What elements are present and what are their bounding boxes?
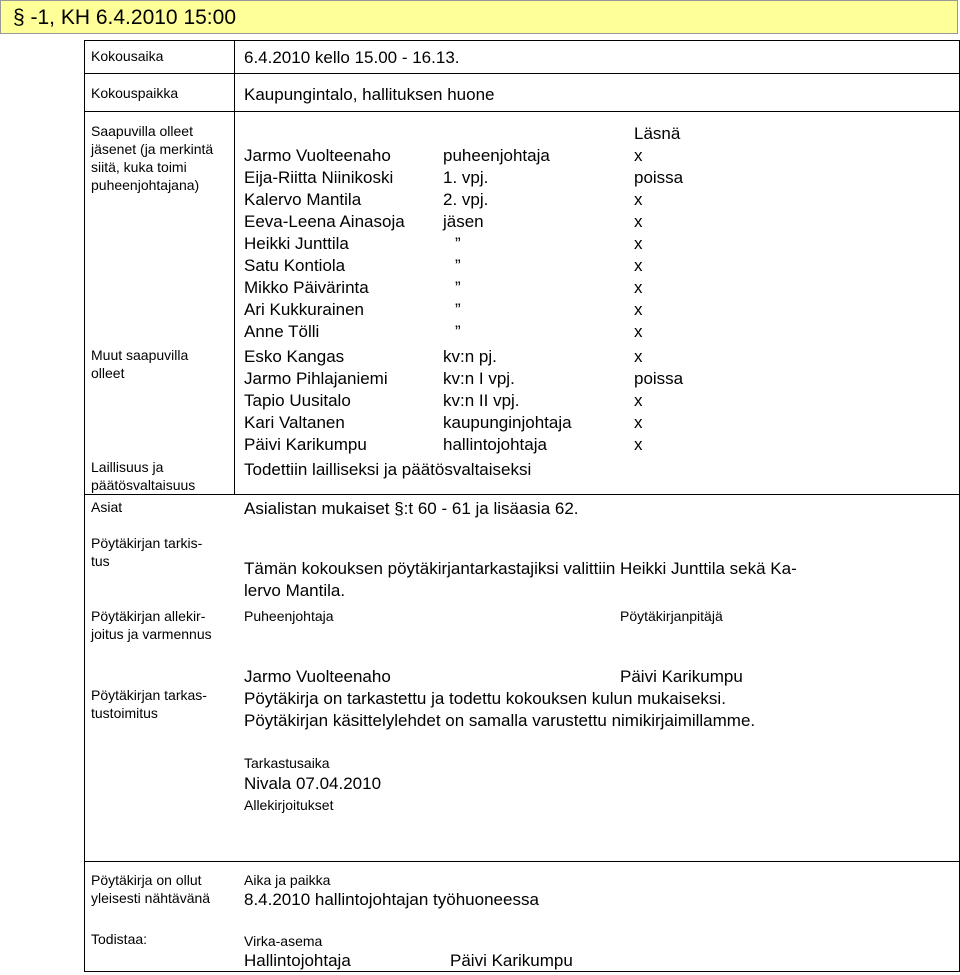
- member-role: ”: [455, 234, 461, 253]
- laillisuus-label-line: päätösvaltaisuus: [91, 477, 196, 493]
- asiat-label: Asiat: [91, 499, 123, 515]
- present-header: Läsnä: [634, 124, 681, 143]
- other-status: x: [634, 391, 643, 410]
- tarkastus-label-line: tustoimitus: [91, 705, 158, 721]
- member-name: Jarmo Vuolteenaho: [244, 146, 391, 165]
- other-role: kaupunginjohtaja: [443, 413, 572, 432]
- place-value: 8.4.2010 hallintojohtajan työhuoneessa: [244, 890, 539, 909]
- place-label: Aika ja paikka: [244, 872, 331, 888]
- office-value: Hallintojohtaja: [244, 951, 351, 970]
- member-name: Eeva-Leena Ainasoja: [244, 212, 405, 231]
- member-role: puheenjohtaja: [443, 146, 550, 165]
- member-status: x: [634, 212, 643, 231]
- attendance-label-line: siitä, kuka toimi: [91, 159, 187, 175]
- kokousaika-label: Kokousaika: [91, 48, 164, 64]
- signatures-label: Allekirjoitukset: [244, 797, 334, 813]
- secretary-label: Pöytäkirjanpitäjä: [620, 608, 723, 624]
- kokousaika-value: 6.4.2010 kello 15.00 - 16.13.: [244, 48, 460, 67]
- attendance-label-line: puheenjohtajana): [91, 177, 200, 193]
- secretary-name: Päivi Karikumpu: [620, 667, 743, 686]
- member-name: Eija-Riitta Niinikoski: [244, 168, 394, 187]
- column-divider: [234, 40, 235, 494]
- kokouspaikka-label: Kokouspaikka: [91, 85, 179, 101]
- member-name: Anne Tölli: [244, 322, 320, 341]
- member-name: Ari Kukkurainen: [244, 300, 365, 319]
- attendance-label-line: jäsenet (ja merkintä: [91, 141, 214, 157]
- row-divider: [84, 73, 960, 74]
- chair-label: Puheenjohtaja: [244, 608, 334, 624]
- other-name: Kari Valtanen: [244, 413, 345, 432]
- header-title: § -1, KH 6.4.2010 15:00: [13, 6, 236, 29]
- nahtavana-label-line: yleisesti nähtävänä: [91, 890, 211, 906]
- other-status: poissa: [634, 369, 684, 388]
- member-status: x: [634, 256, 643, 275]
- member-role: 2. vpj.: [443, 190, 489, 209]
- others-label-line: Muut saapuvilla: [91, 347, 189, 363]
- allekirjoitus-label-line: joitus ja varmennus: [91, 626, 212, 642]
- laillisuus-label-line: Laillisuus ja: [91, 459, 164, 475]
- tarkistus-value-line: Tämän kokouksen pöytäkirjantarkastajiksi valittiin Heikki Junttila sekä Ka-: [244, 559, 797, 578]
- row-divider: [84, 494, 960, 495]
- other-role: kv:n II vpj.: [443, 391, 520, 410]
- document-header: [0, 0, 958, 34]
- row-divider: [84, 111, 960, 112]
- other-status: x: [634, 413, 643, 432]
- allekirjoitus-label-line: Pöytäkirjan allekir-: [91, 608, 206, 624]
- other-status: x: [634, 347, 643, 366]
- member-status: poissa: [634, 168, 684, 187]
- tarkistus-label-line: tus: [91, 553, 110, 569]
- other-status: x: [634, 435, 643, 454]
- member-role: ”: [455, 278, 461, 297]
- member-status: x: [634, 278, 643, 297]
- time-label: Tarkastusaika: [244, 755, 330, 771]
- others-label-line: olleet: [91, 365, 125, 381]
- attendance-label-line: Saapuvilla olleet: [91, 123, 193, 139]
- tarkistus-label-line: Pöytäkirjan tarkis-: [91, 535, 203, 551]
- member-status: x: [634, 190, 643, 209]
- member-name: Satu Kontiola: [244, 256, 346, 275]
- other-name: Jarmo Pihlajaniemi: [244, 369, 388, 388]
- chair-name: Jarmo Vuolteenaho: [244, 667, 391, 686]
- kokouspaikka-value: Kaupungintalo, hallituksen huone: [244, 85, 495, 104]
- member-role: jäsen: [443, 212, 484, 231]
- other-role: kv:n I vpj.: [443, 369, 515, 388]
- todistaa-label: Todistaa:: [91, 931, 148, 947]
- other-role: kv:n pj.: [443, 347, 497, 366]
- member-role: 1. vpj.: [443, 168, 489, 187]
- tarkastus-line: Pöytäkirjan käsittelylehdet on samalla varustettu nimikirjaimillamme.: [244, 711, 756, 730]
- other-name: Päivi Karikumpu: [244, 435, 367, 454]
- tarkistus-value-line: lervo Mantila.: [244, 581, 346, 600]
- office-label: Virka-asema: [244, 933, 323, 949]
- other-name: Tapio Uusitalo: [244, 391, 351, 410]
- other-name: Esko Kangas: [244, 347, 345, 366]
- time-value: Nivala 07.04.2010: [244, 774, 382, 793]
- member-status: x: [634, 146, 643, 165]
- laillisuus-value: Todettiin lailliseksi ja päätösvaltaiseksi: [244, 460, 532, 479]
- member-name: Kalervo Mantila: [244, 190, 362, 209]
- member-role: ”: [455, 300, 461, 319]
- member-name: Mikko Päivärinta: [244, 278, 369, 297]
- member-role: ”: [455, 256, 461, 275]
- other-role: hallintojohtaja: [443, 435, 547, 454]
- todistaa-signer: Päivi Karikumpu: [450, 951, 573, 970]
- row-divider: [84, 861, 960, 862]
- member-status: x: [634, 234, 643, 253]
- asiat-value: Asialistan mukaiset §:t 60 - 61 ja lisäasia 62.: [244, 499, 579, 518]
- member-status: x: [634, 300, 643, 319]
- nahtavana-label-line: Pöytäkirja on ollut: [91, 872, 202, 888]
- member-name: Heikki Junttila: [244, 234, 349, 253]
- member-status: x: [634, 322, 643, 341]
- member-role: ”: [455, 322, 461, 341]
- tarkastus-label-line: Pöytäkirjan tarkas-: [91, 687, 207, 703]
- tarkastus-line: Pöytäkirja on tarkastettu ja todettu kokouksen kulun mukaiseksi.: [244, 689, 726, 708]
